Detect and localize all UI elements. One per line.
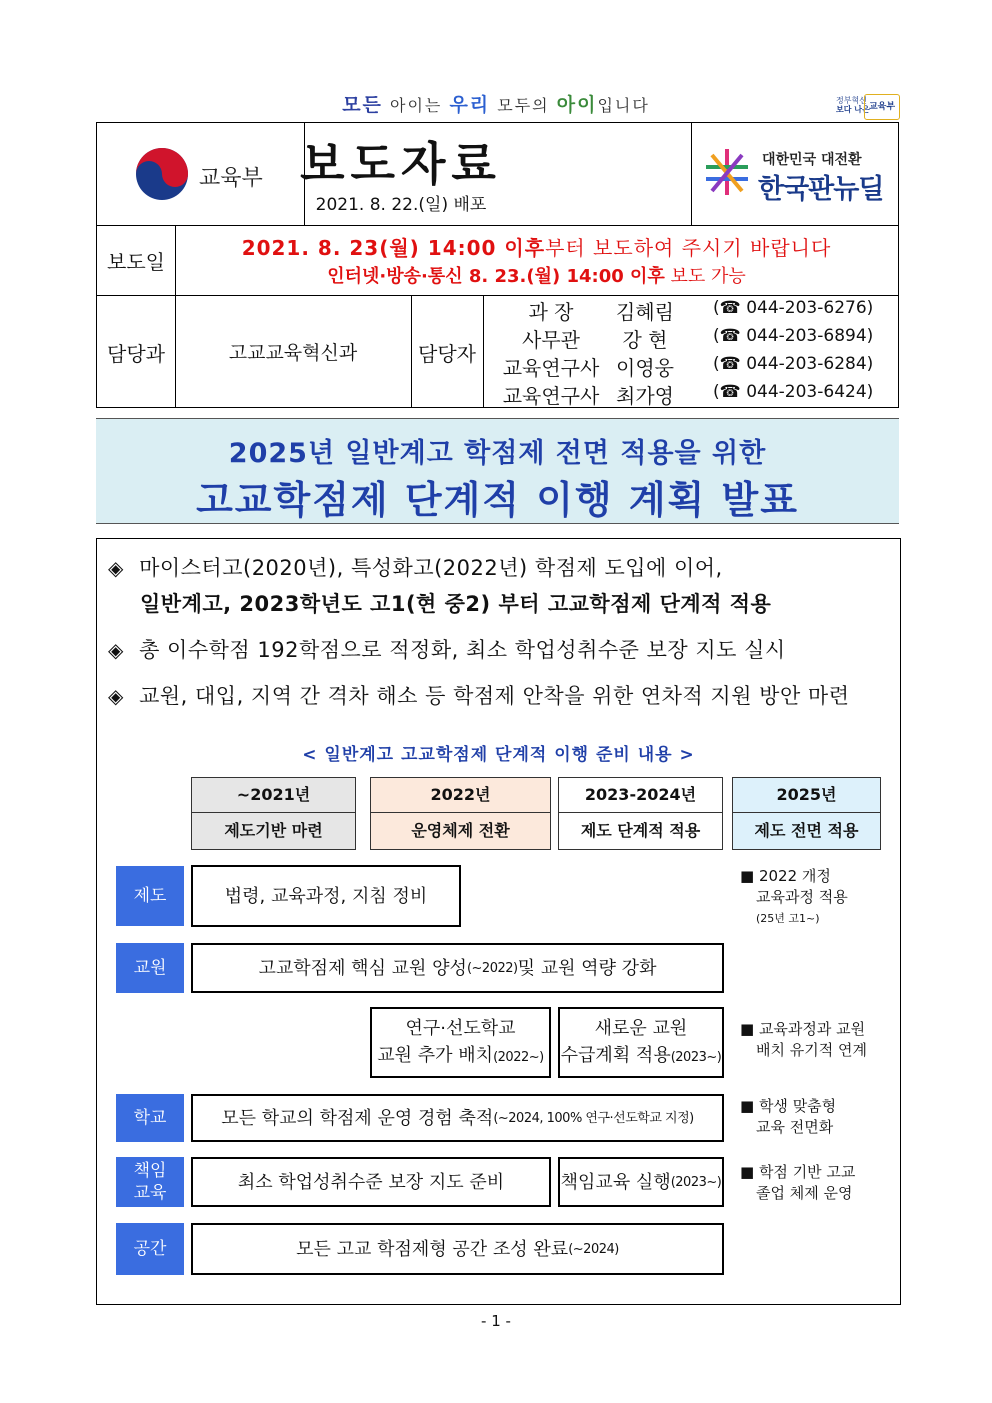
category-line: 책임 bbox=[133, 1161, 167, 1181]
law-box: 법령, 교육과정, 지침 정비 bbox=[191, 865, 461, 927]
release-line-2 bbox=[175, 262, 898, 288]
headline-subtitle: 2025년 일반계고 학점제 전면 적용을 위한 bbox=[228, 438, 767, 469]
phase-1 bbox=[191, 777, 356, 850]
note-line: ■ 2022 개정 bbox=[740, 867, 831, 885]
bullet-text: 교원, 대입, 지역 간 격차 해소 등 학점제 안착을 위한 연차적 지원 방안 마련 bbox=[139, 684, 850, 708]
contact-phone: (☎ 044-203-6276) bbox=[713, 298, 874, 318]
responsibility-box: 최소 학업성취수준 보장 지도 준비 bbox=[191, 1157, 551, 1207]
phase-name: 제도기반 마련 bbox=[192, 813, 355, 849]
teacher-placement-box bbox=[370, 1007, 551, 1078]
diamond-icon: ◈ bbox=[108, 684, 124, 708]
online-release-note: 보도 가능 bbox=[664, 266, 746, 287]
phase-year: 2022년 bbox=[371, 778, 550, 813]
release-note: 부터 보도하여 주시기 바랍니다 bbox=[545, 236, 832, 260]
new-deal-logo-cell bbox=[691, 123, 898, 225]
space-text: 모든 고교 학점제형 공간 조성 완료 bbox=[296, 1238, 569, 1260]
phase-name: 제도 단계적 적용 bbox=[580, 821, 701, 840]
slogan-part: 아이는 bbox=[382, 96, 450, 115]
note-4 bbox=[740, 1162, 855, 1204]
teacher-period: (~2022) bbox=[466, 960, 518, 976]
placement-line: 교원 추가 배치 bbox=[377, 1044, 494, 1066]
contact-phone: (☎ 044-203-6894) bbox=[713, 326, 874, 346]
slogan-part: 모든 bbox=[342, 94, 383, 116]
note-line: 배치 유기적 연계 bbox=[756, 1041, 867, 1059]
release-date: 2021. 8. 22.(일) 배포 bbox=[315, 195, 487, 215]
supply-line: 수급계획 적용 bbox=[560, 1044, 671, 1066]
teacher-supply-box bbox=[558, 1007, 724, 1078]
category-line: 교육 bbox=[133, 1183, 167, 1203]
bullet-text: 마이스터고(2020년), 특성화고(2022년) 학점제 도입에 이어, bbox=[139, 556, 723, 580]
diagram-title: < 일반계고 고교학점제 단계적 이행 준비 내용 > bbox=[302, 745, 695, 765]
exec-text: 책임교육 실행 bbox=[560, 1171, 671, 1193]
supply-period: (2023~) bbox=[670, 1049, 722, 1065]
dept-label: 담당과 bbox=[107, 342, 165, 366]
category-school: 학교 bbox=[116, 1094, 184, 1142]
slogan-part: 우리 bbox=[449, 94, 491, 116]
note-line: 교육과정 적용 bbox=[756, 888, 848, 906]
phase-name: 운영체제 전환 bbox=[371, 813, 550, 849]
bullet-3 bbox=[108, 680, 850, 710]
bullet-text: 총 이수학점 192학점으로 적정화, 최소 학업성취수준 보장 지도 실시 bbox=[139, 638, 786, 662]
page-title: 보도자료 bbox=[300, 137, 502, 191]
logo-title: 한국판뉴딜 bbox=[758, 174, 884, 205]
teacher-text-rest: 및 교원 역량 강화 bbox=[517, 957, 657, 979]
release-line-1 bbox=[175, 232, 898, 261]
release-row bbox=[96, 226, 899, 296]
space-period: (~2024) bbox=[568, 1241, 619, 1257]
note-line: ■ 학생 맞춤형 bbox=[740, 1097, 837, 1115]
note-2 bbox=[740, 1019, 867, 1061]
badge-line: 보다 나은 bbox=[836, 105, 870, 114]
placement-line: 연구·선도학교 bbox=[405, 1017, 516, 1039]
category-space: 공간 bbox=[116, 1223, 184, 1275]
person-label-cell bbox=[411, 296, 484, 407]
teacher-box bbox=[191, 943, 724, 993]
ministry-name: 교육부 bbox=[199, 166, 263, 191]
phase-year: 2023-2024년 bbox=[559, 778, 722, 813]
school-text: 모든 학교의 학점제 운영 경험 축적 bbox=[221, 1107, 494, 1129]
contact-name: 강 현 bbox=[622, 328, 668, 352]
category-responsibility bbox=[116, 1157, 184, 1207]
dept-name: 고교교육혁신과 bbox=[228, 342, 358, 364]
diamond-icon: ◈ bbox=[108, 638, 124, 662]
new-deal-icon bbox=[704, 147, 750, 197]
phase-2 bbox=[370, 777, 551, 850]
contact-role: 교육연구사 bbox=[502, 356, 600, 380]
logo-subtitle: 대한민국 대전환 bbox=[762, 152, 862, 168]
online-release-time: 인터넷·방송·통신 8. 23.(월) 14:00 이후 bbox=[327, 266, 665, 287]
note-line: ■ 교육과정과 교원 bbox=[740, 1020, 866, 1038]
gov-innovation-badge bbox=[832, 94, 900, 120]
release-label-cell bbox=[97, 226, 176, 295]
note-line: 졸업 체제 운영 bbox=[756, 1184, 853, 1202]
headline-banner bbox=[96, 418, 899, 524]
phase-4 bbox=[732, 777, 881, 850]
bullet-text-emphasis: 일반계고, 2023학년도 고1(현 중2) 부터 고교학점제 단계적 적용 bbox=[140, 592, 772, 616]
note-line: 교육 전면화 bbox=[756, 1118, 834, 1136]
contact-row bbox=[96, 296, 899, 408]
contact-role: 과 장 bbox=[528, 300, 574, 324]
headline-title: 고교학점제 단계적 이행 계획 발표 bbox=[196, 478, 799, 522]
note-line: (25년 고1~) bbox=[756, 912, 820, 925]
placement-period: (2022~) bbox=[493, 1049, 544, 1065]
note-3 bbox=[740, 1096, 836, 1138]
contact-name: 최가영 bbox=[616, 384, 674, 408]
category-law: 제도 bbox=[116, 866, 184, 926]
category-teacher: 교원 bbox=[116, 943, 184, 993]
school-period: (~2024, 100% 연구·선도학교 지정) bbox=[493, 1110, 694, 1126]
supply-line: 새로운 교원 bbox=[594, 1017, 688, 1039]
bullet-1 bbox=[108, 552, 723, 582]
bullet-2 bbox=[108, 634, 786, 664]
teacher-text: 고교학점제 핵심 교원 양성 bbox=[258, 957, 467, 979]
person-label: 담당자 bbox=[418, 342, 476, 366]
dept-cell bbox=[175, 296, 412, 407]
slogan-part: 아이 bbox=[556, 94, 598, 116]
space-box bbox=[191, 1223, 724, 1275]
release-time: 2021. 8. 23(월) 14:00 이후 bbox=[241, 236, 546, 260]
release-label: 보도일 bbox=[107, 250, 165, 274]
contact-name: 이영웅 bbox=[616, 356, 674, 380]
contact-role: 사무관 bbox=[522, 328, 580, 352]
phase-3 bbox=[558, 777, 723, 850]
phase-year: ~2021년 bbox=[192, 778, 355, 813]
note-line: ■ 학점 기반 고교 bbox=[740, 1163, 856, 1181]
taegeuk-icon bbox=[135, 147, 189, 201]
badge-tag: 교육부 bbox=[864, 94, 900, 120]
phase-year: 2025년 bbox=[733, 778, 880, 813]
contact-phone: (☎ 044-203-6424) bbox=[713, 382, 874, 402]
exec-period: (2023~) bbox=[670, 1174, 722, 1190]
contact-role: 교육연구사 bbox=[502, 384, 600, 408]
badge-line: 정부혁신 bbox=[836, 96, 867, 105]
school-box bbox=[191, 1094, 724, 1142]
contact-name: 김혜림 bbox=[616, 300, 674, 324]
slogan-part: 입니다 bbox=[597, 96, 650, 115]
page-number: - 1 - bbox=[481, 1312, 511, 1330]
diamond-icon: ◈ bbox=[108, 556, 124, 580]
slogan-part: 모두의 bbox=[490, 96, 557, 115]
note-1 bbox=[740, 866, 848, 929]
contact-phone: (☎ 044-203-6284) bbox=[713, 354, 874, 374]
dept-label-cell bbox=[97, 296, 176, 407]
responsibility-exec-box bbox=[558, 1157, 724, 1207]
phase-name: 제도 전면 적용 bbox=[733, 813, 880, 849]
